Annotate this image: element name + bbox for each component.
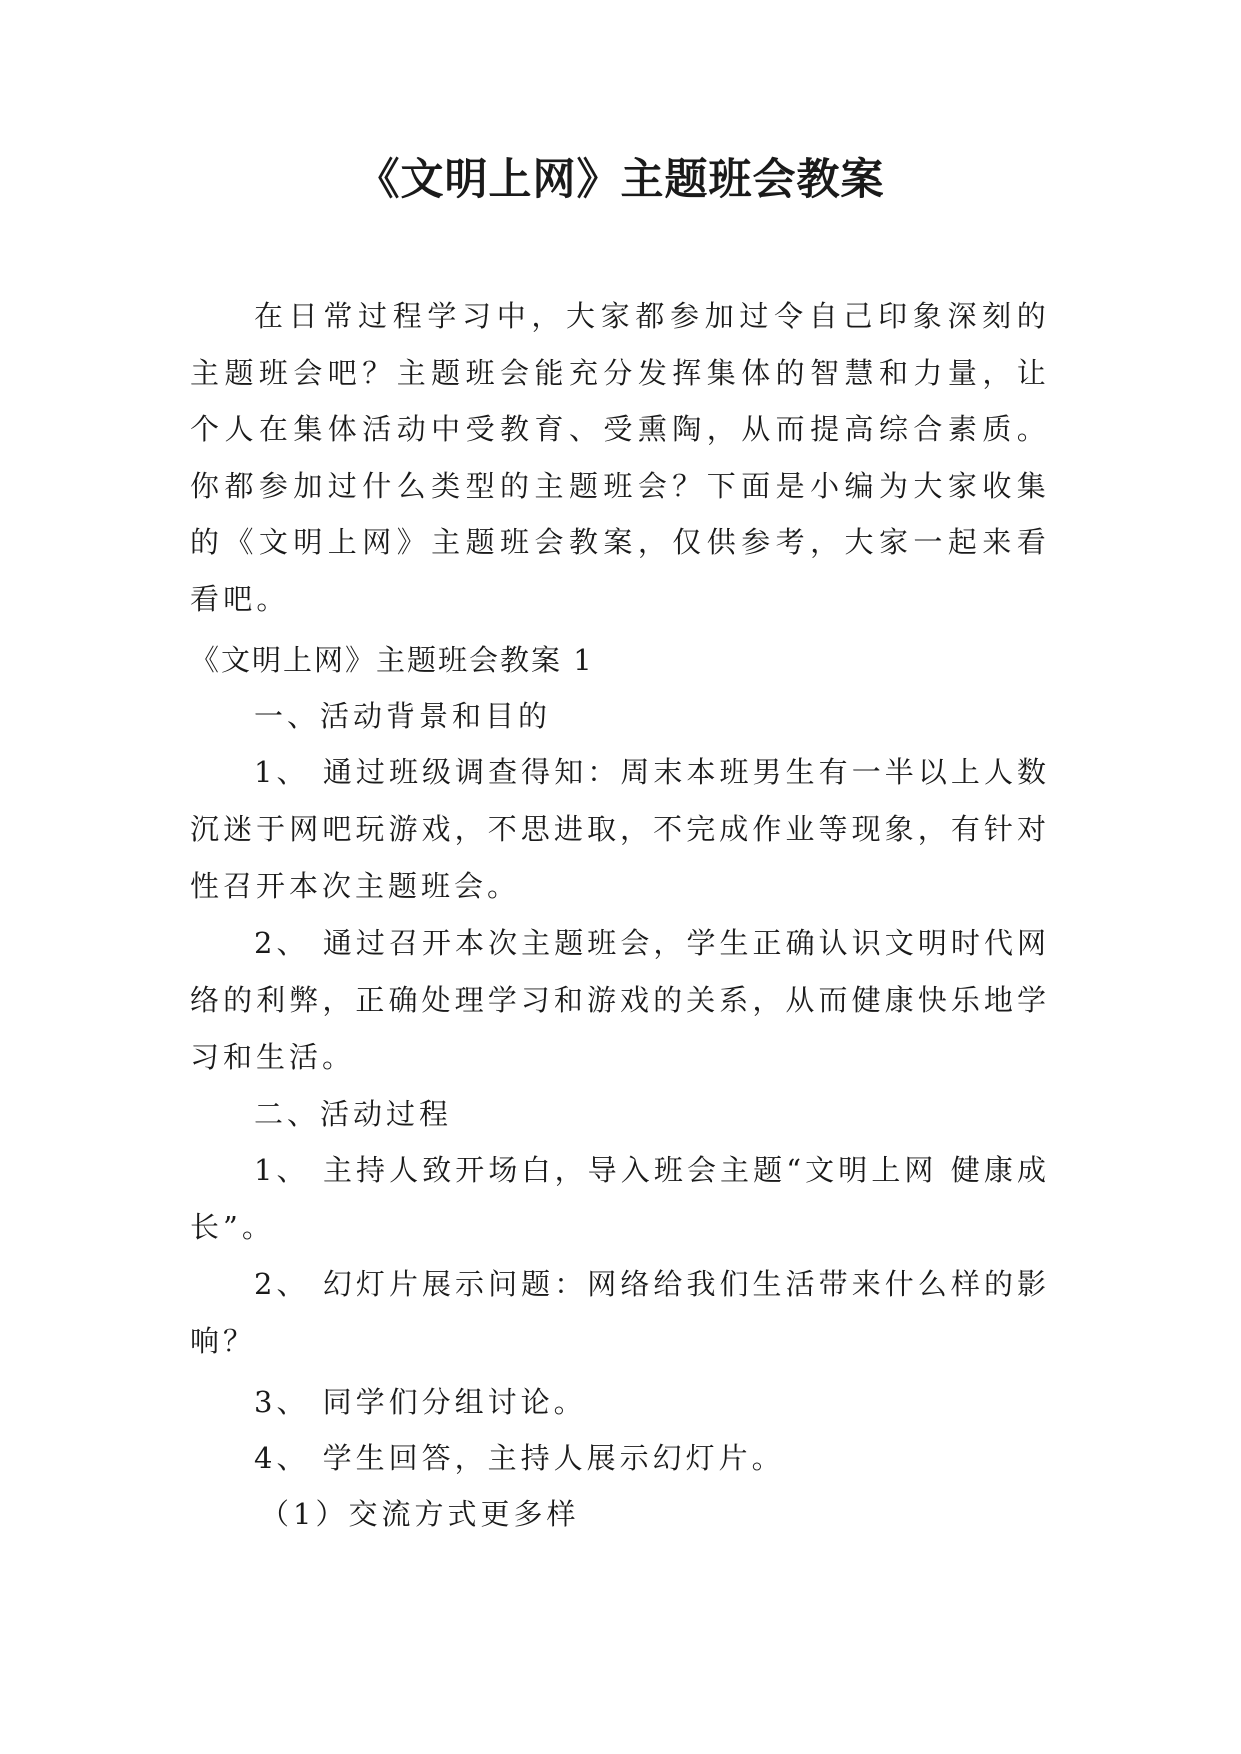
- list-item: 2、 通过召开本次主题班会，学生正确认识文明时代网络的利弊，正确处理学习和游戏的关系，从而健康快乐地学习和生活。: [190, 926, 1050, 1074]
- section-heading-process: 二、活动过程: [254, 1097, 453, 1131]
- part-title: 《文明上网》主题班会教案 1: [190, 643, 594, 677]
- section-heading-background: 一、活动背景和目的: [254, 699, 552, 733]
- sub-list-item: （1）交流方式更多样: [260, 1497, 580, 1531]
- document-title: 《文明上网》主题班会教案: [356, 155, 885, 205]
- list-item: 4、 学生回答，主持人展示幻灯片。: [254, 1441, 785, 1475]
- document-body: [190, 632, 1050, 1542]
- list-item: 3、 同学们分组讨论。: [254, 1385, 587, 1419]
- list-item: 2、 幻灯片展示问题：网络给我们生活带来什么样的影响？: [190, 1267, 1050, 1358]
- list-item: 1、 主持人致开场白，导入班会主题“文明上网 健康成长”。: [190, 1153, 1050, 1244]
- intro-paragraph: 在日常过程学习中，大家都参加过令自己印象深刻的主题班会吧？主题班会能充分发挥集体的智慧和力量，让个人在集体活动中受教育、受熏陶，从而提高综合素质。你都参加过什么类型的主题班会？下面是小编为大家收集的《文明上网》主题班会教案，仅供参考，大家一起来看看吧。: [190, 299, 1050, 616]
- list-item: 1、 通过班级调查得知：周末本班男生有一半以上人数沉迷于网吧玩游戏，不思进取，不完成作业等现象，有针对性召开本次主题班会。: [190, 755, 1050, 903]
